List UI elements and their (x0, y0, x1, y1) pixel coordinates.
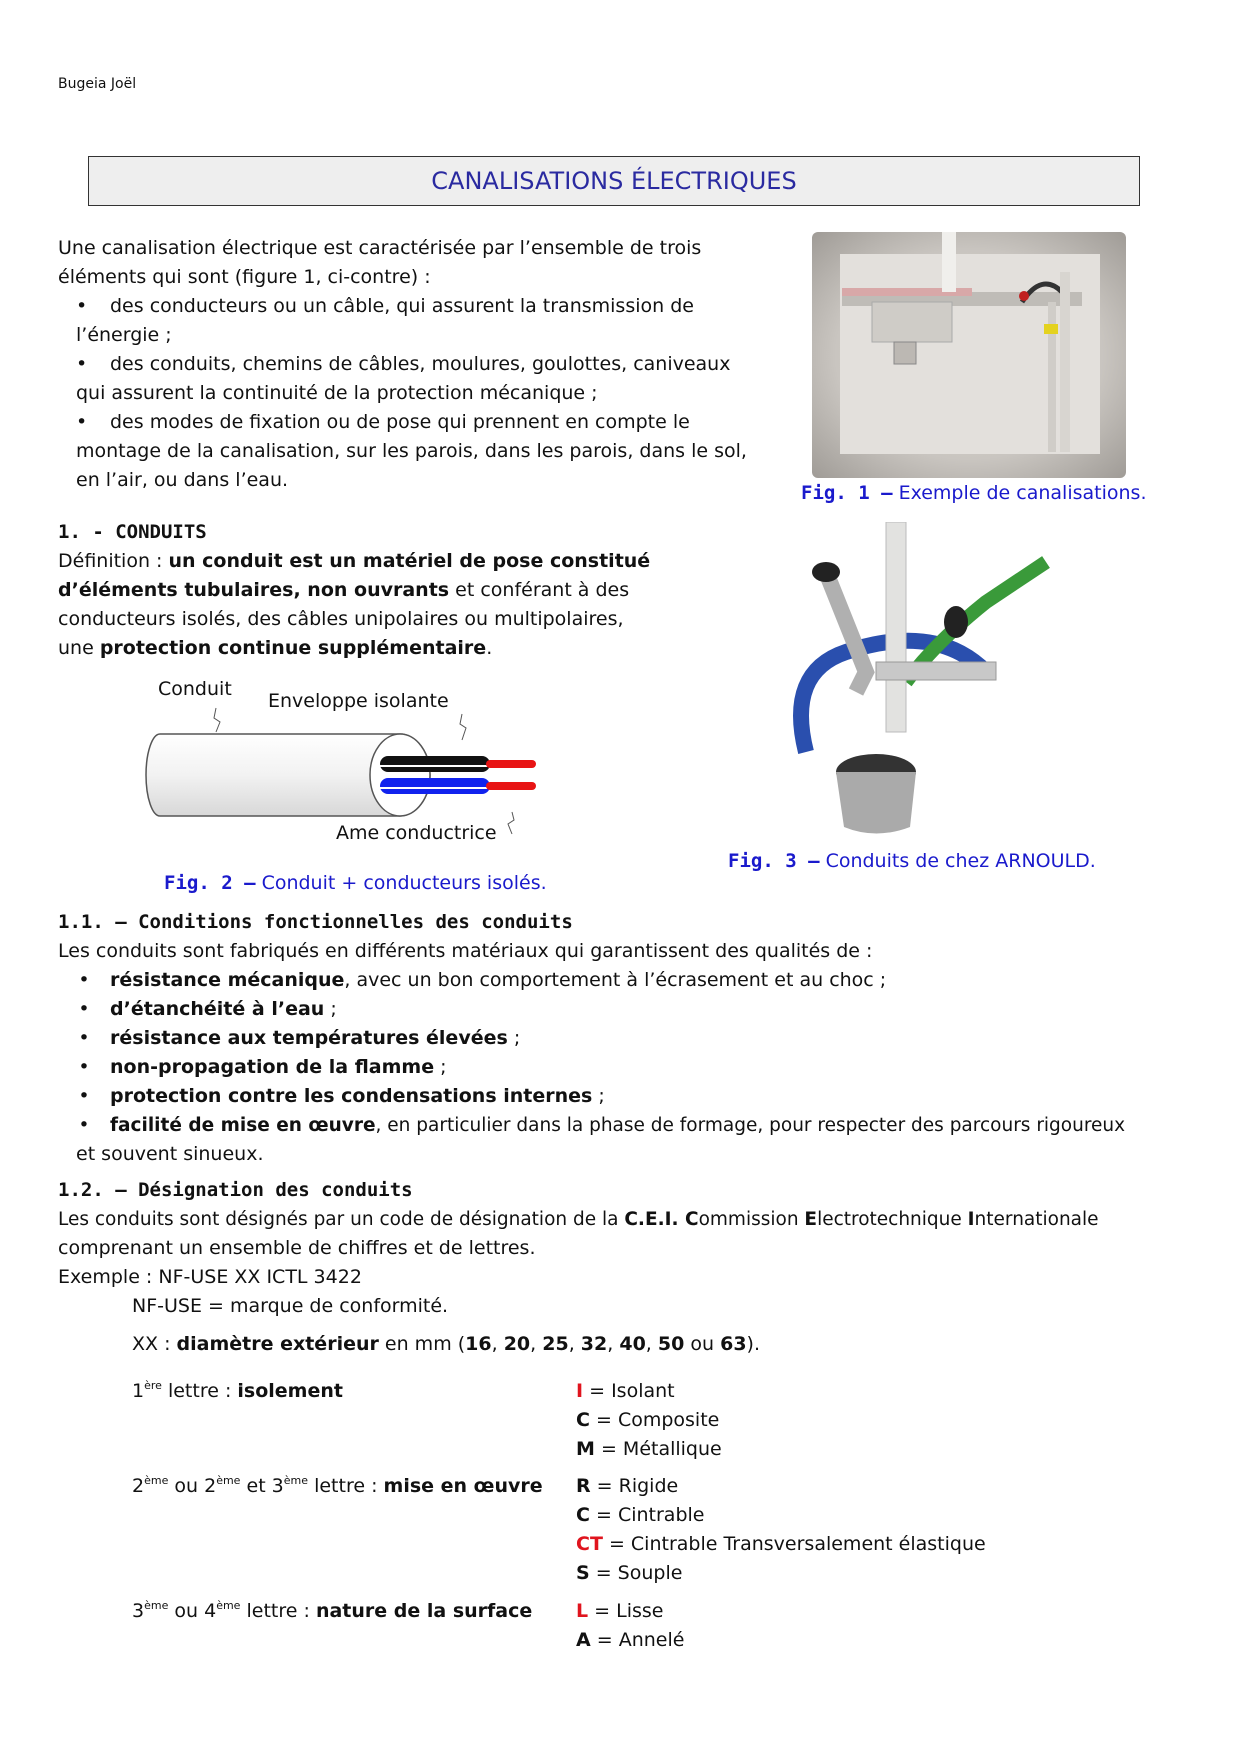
bullet-icon: • (76, 411, 88, 433)
list-item-cont: en l’air, ou dans l’eau. (76, 469, 289, 491)
xx-line: XX : diamètre extérieur en mm (16, 20, 25, 32, 40, 50 ou 63). (132, 1333, 760, 1355)
fig2-caption-lead: Fig. 2 – (164, 872, 256, 894)
bullet-icon: • (78, 1085, 90, 1107)
list-item-cont: et souvent sinueux. (76, 1143, 264, 1165)
list-item-cont: l’énergie ; (76, 324, 172, 346)
fig1-caption-lead: Fig. 1 – (801, 482, 893, 504)
list-item: • protection contre les condensations internes ; (58, 1082, 1182, 1111)
fig3-photo (786, 522, 1076, 836)
designation-label-mise-en-oeuvre: 2ème ou 2ème et 3ème lettre : mise en œuvre (132, 1474, 543, 1497)
list-item: • résistance aux températures élevées ; (58, 1024, 1182, 1053)
section-heading: 1. - CONDUITS (58, 521, 207, 543)
intro-block (58, 234, 758, 495)
bullet-icon: • (76, 353, 88, 375)
fig1-caption (801, 482, 1147, 504)
fig1-photo (812, 232, 1126, 478)
list-item-cont: montage de la canalisation, sur les parois, dans les parois, dans le sol, (76, 440, 747, 462)
designation-values-mise-en-oeuvre: R = Rigide C = Cintrable CT = Cintrable Transversalement élastique S = Souple (576, 1475, 986, 1584)
list-item-cont: qui assurent la continuité de la protection mécanique ; (76, 382, 598, 404)
designation-label-isolement: 1ère lettre : isolement (132, 1379, 343, 1402)
fig3-caption (728, 850, 1096, 872)
list-item: • d’étanchéité à l’eau ; (58, 995, 1182, 1024)
section-heading: 1.2. – Désignation des conduits (58, 1179, 413, 1201)
bullet-icon: • (78, 998, 90, 1020)
intro-line: éléments qui sont (figure 1, ci-contre) : (58, 266, 431, 288)
designation-values-isolement: I = Isolant C = Composite M = Métallique (576, 1380, 722, 1460)
bullet-icon: • (76, 295, 88, 317)
list-item: • résistance mécanique, avec un bon comportement à l’écrasement et au choc ; (58, 966, 1182, 995)
bullet-icon: • (78, 1027, 90, 1049)
author-name: Bugeia Joël (58, 76, 137, 92)
section-heading: 1.1. – Conditions fonctionnelles des conduits (58, 911, 573, 933)
nfuse-line: NF-USE = marque de conformité. (132, 1295, 449, 1317)
definition-block: Définition : un conduit est un matériel de pose constitué d’éléments tubulaires, non ouvrants et conférant à des conducteurs isolés, des câbles unipolaires ou multipolaires, une protection continue supplémentaire. (58, 550, 651, 659)
designation-values-surface: L = Lisse A = Annelé (576, 1600, 685, 1651)
label-conduit: Conduit (158, 678, 232, 700)
fig3-caption-text: Conduits de chez ARNOULD. (825, 850, 1096, 872)
bullet-icon: • (78, 969, 90, 991)
list-item: • non-propagation de la flamme ; (58, 1053, 1182, 1082)
bullet-icon: • (78, 1056, 90, 1078)
designation-block: Les conduits sont désignés par un code de désignation de la C.E.I. Commission Electrotechnique Internationale comprenant un ensemble de chiffres et de lettres. Exemple : NF-USE XX ICTL 3422 (58, 1205, 1182, 1292)
label-ame: Ame conductrice (336, 822, 497, 844)
bullet-icon: • (78, 1115, 90, 1136)
fig3-caption-lead: Fig. 3 – (728, 850, 820, 872)
list-item: • des conduits, chemins de câbles, moulures, goulottes, caniveaux (58, 350, 758, 379)
example-code: Exemple : NF-USE XX ICTL 3422 (58, 1266, 362, 1288)
fig1-caption-text: Exemple de canalisations. (898, 482, 1147, 504)
conditions-block: Les conduits sont fabriqués en différents matériaux qui garantissent des qualités de : • résistance mécanique, avec un bon comportement à l’écrasement et au choc ; • d’étanchéité à l’eau ; • résistance aux températures élevées ; • non-propagation de la flamme ; • protection contre les condensations internes ; • facilité de mise en œuvre, en particulier dans la phase de formage, pour respecter des parcours rigoureux et souvent sinueux. (58, 937, 1182, 1169)
intro-line: Une canalisation électrique est caractérisée par l’ensemble de trois (58, 237, 702, 259)
designation-label-surface: 3ème ou 4ème lettre : nature de la surface (132, 1599, 533, 1622)
page-title: CANALISATIONS ÉLECTRIQUES (88, 156, 1140, 206)
fig2-caption (164, 872, 547, 894)
fig2-caption-text: Conduit + conducteurs isolés. (261, 872, 547, 894)
list-item: • des modes de fixation ou de pose qui prennent en compte le (58, 408, 758, 437)
list-item: • facilité de mise en œuvre, en particulier dans la phase de formage, pour respecter des parcours rigoureux (58, 1111, 1182, 1140)
list-item: • des conducteurs ou un câble, qui assurent la transmission de (58, 292, 758, 321)
label-enveloppe: Enveloppe isolante (268, 690, 449, 712)
